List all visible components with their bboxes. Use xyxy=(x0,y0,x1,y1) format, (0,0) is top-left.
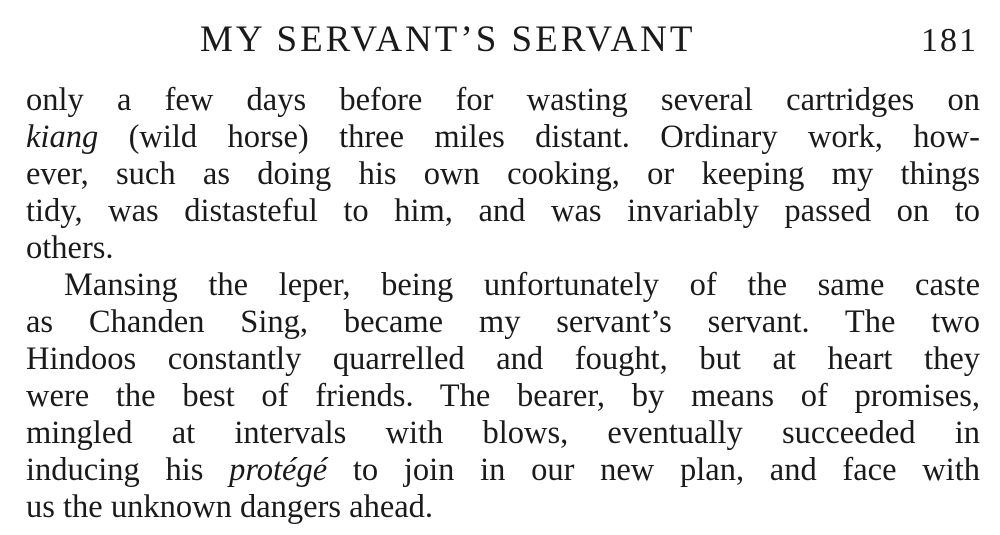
text-line xyxy=(26,156,980,193)
text-line xyxy=(26,378,980,415)
paragraph xyxy=(26,82,980,267)
text-segment: others. xyxy=(26,230,114,266)
text-segment: Mansing the leper, being unfortunately of the same caste xyxy=(64,267,980,303)
text-line xyxy=(26,341,980,378)
text-segment: only a few days before for wasting several cartridges on xyxy=(26,82,980,118)
italic-text: kiang xyxy=(26,119,99,155)
text-line xyxy=(26,304,980,341)
italic-text: protégé xyxy=(229,452,328,488)
text-line xyxy=(26,415,980,452)
text-segment: to join in our new plan, and face with xyxy=(327,452,980,488)
page-number: 181 xyxy=(921,22,978,59)
text-segment: inducing his xyxy=(26,452,230,488)
text-line xyxy=(26,82,980,119)
text-segment: (wild horse) three miles distant. Ordinary work, how- xyxy=(98,119,980,155)
text-line xyxy=(26,267,980,304)
text-line xyxy=(26,193,980,230)
text-segment: as Chanden Sing, became my servant’s servant. The two xyxy=(26,304,980,340)
text-segment: Hindoos constantly quarrelled and fought, but at heart they xyxy=(26,341,980,377)
text-line xyxy=(26,119,980,156)
paragraph xyxy=(26,267,980,526)
text-segment: mingled at intervals with blows, eventually succeeded in xyxy=(26,415,980,451)
body-text xyxy=(26,82,980,526)
text-segment: were the best of friends. The bearer, by means of promises, xyxy=(26,378,980,414)
running-title: MY SERVANT’S SERVANT xyxy=(200,19,696,60)
text-line xyxy=(26,452,980,489)
text-segment: us the unknown dangers ahead. xyxy=(26,489,434,525)
text-line xyxy=(26,489,980,526)
text-segment: tidy, was distasteful to him, and was invariably passed on to xyxy=(26,193,980,229)
text-line xyxy=(26,230,980,267)
text-segment: ever, such as doing his own cooking, or keeping my things xyxy=(26,156,980,192)
